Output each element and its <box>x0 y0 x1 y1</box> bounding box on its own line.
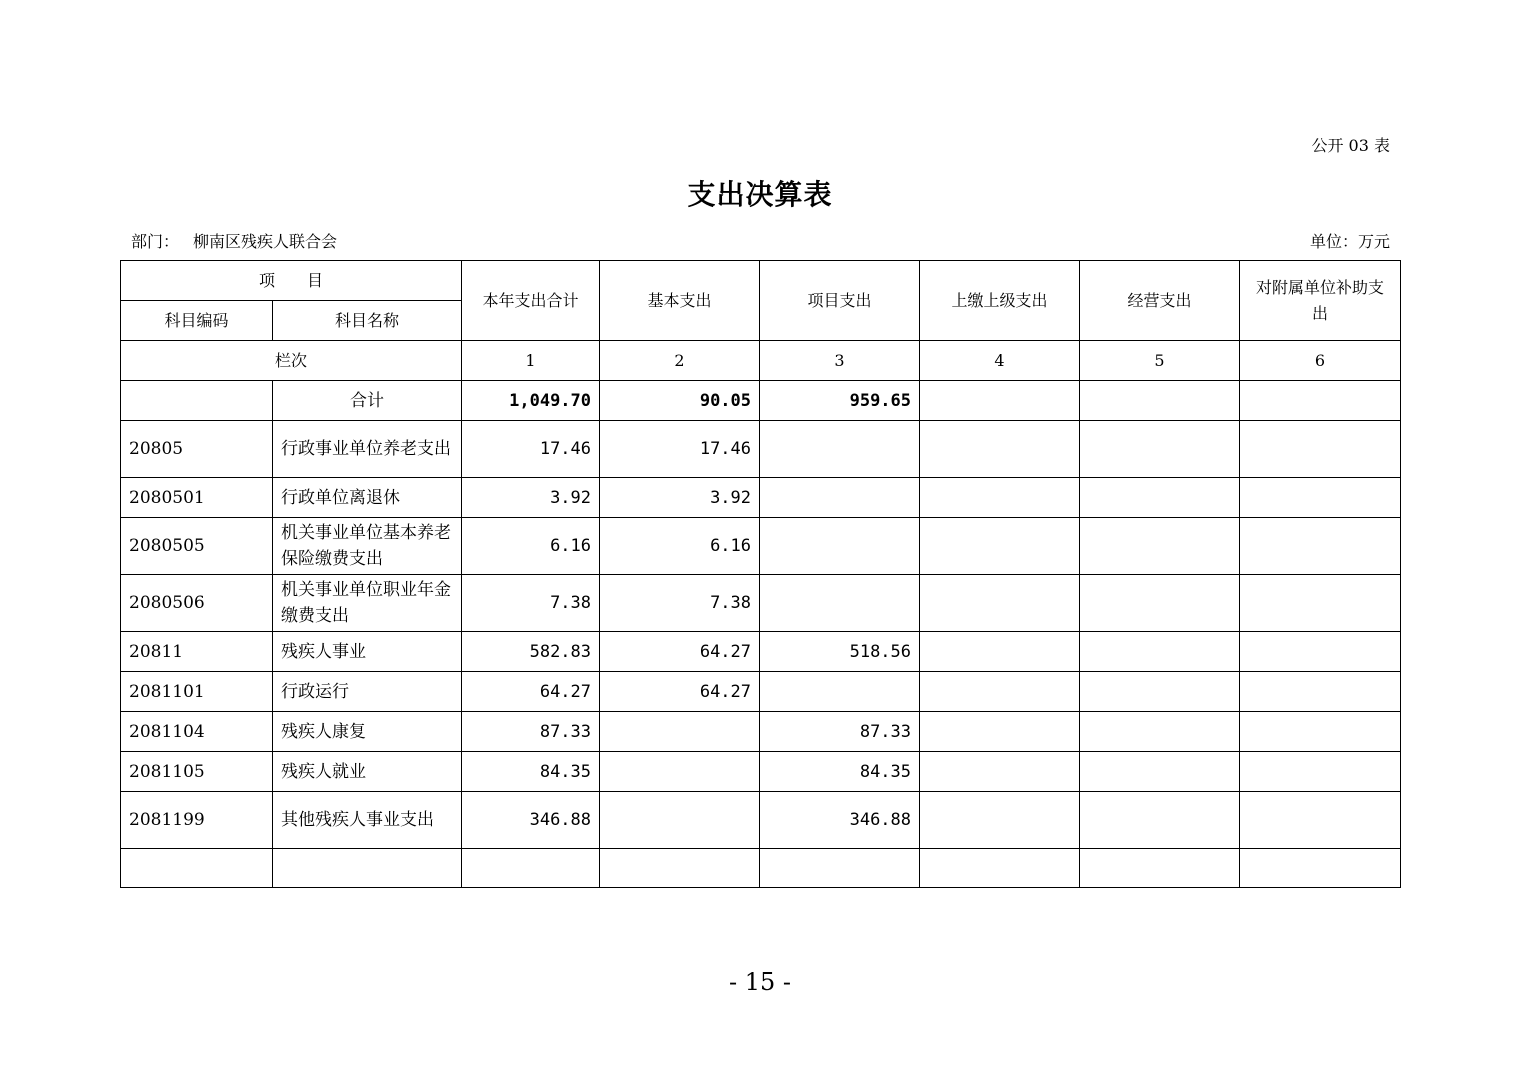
upper-amount <box>920 672 1080 712</box>
total-label: 合计 <box>273 381 462 421</box>
table-row <box>121 792 1401 849</box>
total-amount: 17.46 <box>462 421 600 478</box>
table-row <box>121 712 1401 752</box>
total-amount: 64.27 <box>462 672 600 712</box>
header-name: 科目名称 <box>273 301 462 341</box>
business-amount <box>1080 712 1240 752</box>
empty-row <box>121 849 1401 888</box>
subject-name: 行政单位离退休 <box>273 478 462 518</box>
table-code: 公开 03 表 <box>1311 136 1390 155</box>
table-row <box>121 752 1401 792</box>
business-amount <box>1080 478 1240 518</box>
department-line <box>131 229 337 252</box>
empty-cell <box>600 849 760 888</box>
project-amount <box>760 421 920 478</box>
total-project: 959.65 <box>760 381 920 421</box>
basic-amount: 3.92 <box>600 478 760 518</box>
business-amount <box>1080 752 1240 792</box>
subject-code: 20811 <box>121 632 273 672</box>
empty-cell <box>273 849 462 888</box>
subsidy-amount <box>1240 712 1401 752</box>
total-amount: 582.83 <box>462 632 600 672</box>
basic-amount <box>600 752 760 792</box>
subsidy-amount <box>1240 478 1401 518</box>
total-amount: 1,049.70 <box>462 381 600 421</box>
column-number-row <box>121 341 1401 381</box>
page-number: - 15 - <box>728 968 791 996</box>
table-row <box>121 632 1401 672</box>
table-row <box>121 518 1401 575</box>
column-number: 3 <box>760 341 920 381</box>
subject-name: 行政事业单位养老支出 <box>273 421 462 478</box>
total-row <box>121 381 1401 421</box>
subsidy-amount <box>1240 632 1401 672</box>
project-amount: 346.88 <box>760 792 920 849</box>
project-amount <box>760 575 920 632</box>
column-number: 4 <box>920 341 1080 381</box>
header-basic: 基本支出 <box>600 261 760 341</box>
empty-cell <box>121 849 273 888</box>
header-upper: 上缴上级支出 <box>920 261 1080 341</box>
subsidy-amount <box>1240 421 1401 478</box>
business-amount <box>1080 518 1240 575</box>
upper-amount <box>920 712 1080 752</box>
table-row <box>121 672 1401 712</box>
subject-code: 2080505 <box>121 518 273 575</box>
project-amount: 518.56 <box>760 632 920 672</box>
subject-name: 残疾人就业 <box>273 752 462 792</box>
column-number: 2 <box>600 341 760 381</box>
header-code: 科目编码 <box>121 301 273 341</box>
upper-amount <box>920 421 1080 478</box>
header-project: 项目支出 <box>760 261 920 341</box>
subject-code: 2081199 <box>121 792 273 849</box>
subject-name: 行政运行 <box>273 672 462 712</box>
total-subsidy <box>1240 381 1401 421</box>
business-amount <box>1080 792 1240 849</box>
empty-cell <box>760 849 920 888</box>
subject-code: 2081105 <box>121 752 273 792</box>
total-amount: 6.16 <box>462 518 600 575</box>
upper-amount <box>920 792 1080 849</box>
empty-cell <box>1080 849 1240 888</box>
department-name: 柳南区残疾人联合会 <box>193 232 338 251</box>
subsidy-amount <box>1240 518 1401 575</box>
header-total: 本年支出合计 <box>462 261 600 341</box>
total-amount: 3.92 <box>462 478 600 518</box>
header-item: 项 目 <box>121 261 462 301</box>
expense-table <box>120 260 1401 888</box>
total-amount: 346.88 <box>462 792 600 849</box>
basic-amount <box>600 792 760 849</box>
subsidy-amount <box>1240 575 1401 632</box>
business-amount <box>1080 672 1240 712</box>
header-business: 经营支出 <box>1080 261 1240 341</box>
table-row <box>121 575 1401 632</box>
empty-cell <box>462 849 600 888</box>
project-amount: 87.33 <box>760 712 920 752</box>
subject-code: 2081101 <box>121 672 273 712</box>
table-row <box>121 421 1401 478</box>
unit-label: 单位：万元 <box>1309 232 1390 251</box>
header-row <box>121 261 1401 301</box>
empty-cell <box>1240 849 1401 888</box>
page-title: 支出决算表 <box>687 178 833 211</box>
subject-code: 2081104 <box>121 712 273 752</box>
table-row <box>121 478 1401 518</box>
upper-amount <box>920 478 1080 518</box>
business-amount <box>1080 575 1240 632</box>
column-number-label: 栏次 <box>121 341 462 381</box>
basic-amount: 64.27 <box>600 672 760 712</box>
department-label: 部门： <box>131 232 180 251</box>
total-amount: 7.38 <box>462 575 600 632</box>
subsidy-amount <box>1240 752 1401 792</box>
total-basic: 90.05 <box>600 381 760 421</box>
subject-name: 机关事业单位职业年金缴费支出 <box>273 575 462 632</box>
column-number: 6 <box>1240 341 1401 381</box>
upper-amount <box>920 632 1080 672</box>
subsidy-amount <box>1240 792 1401 849</box>
total-code-cell <box>121 381 273 421</box>
basic-amount: 64.27 <box>600 632 760 672</box>
total-upper <box>920 381 1080 421</box>
basic-amount <box>600 712 760 752</box>
total-amount: 87.33 <box>462 712 600 752</box>
subject-name: 机关事业单位基本养老保险缴费支出 <box>273 518 462 575</box>
subsidy-amount <box>1240 672 1401 712</box>
upper-amount <box>920 518 1080 575</box>
basic-amount: 7.38 <box>600 575 760 632</box>
total-business <box>1080 381 1240 421</box>
subject-name: 其他残疾人事业支出 <box>273 792 462 849</box>
header-subsidy: 对附属单位补助支出 <box>1240 261 1401 341</box>
basic-amount: 6.16 <box>600 518 760 575</box>
subject-code: 2080501 <box>121 478 273 518</box>
project-amount: 84.35 <box>760 752 920 792</box>
business-amount <box>1080 421 1240 478</box>
subject-code: 2080506 <box>121 575 273 632</box>
upper-amount <box>920 752 1080 792</box>
business-amount <box>1080 632 1240 672</box>
project-amount <box>760 518 920 575</box>
subject-name: 残疾人康复 <box>273 712 462 752</box>
basic-amount: 17.46 <box>600 421 760 478</box>
project-amount <box>760 478 920 518</box>
subject-name: 残疾人事业 <box>273 632 462 672</box>
project-amount <box>760 672 920 712</box>
upper-amount <box>920 575 1080 632</box>
column-number: 1 <box>462 341 600 381</box>
empty-cell <box>920 849 1080 888</box>
column-number: 5 <box>1080 341 1240 381</box>
subject-code: 20805 <box>121 421 273 478</box>
total-amount: 84.35 <box>462 752 600 792</box>
